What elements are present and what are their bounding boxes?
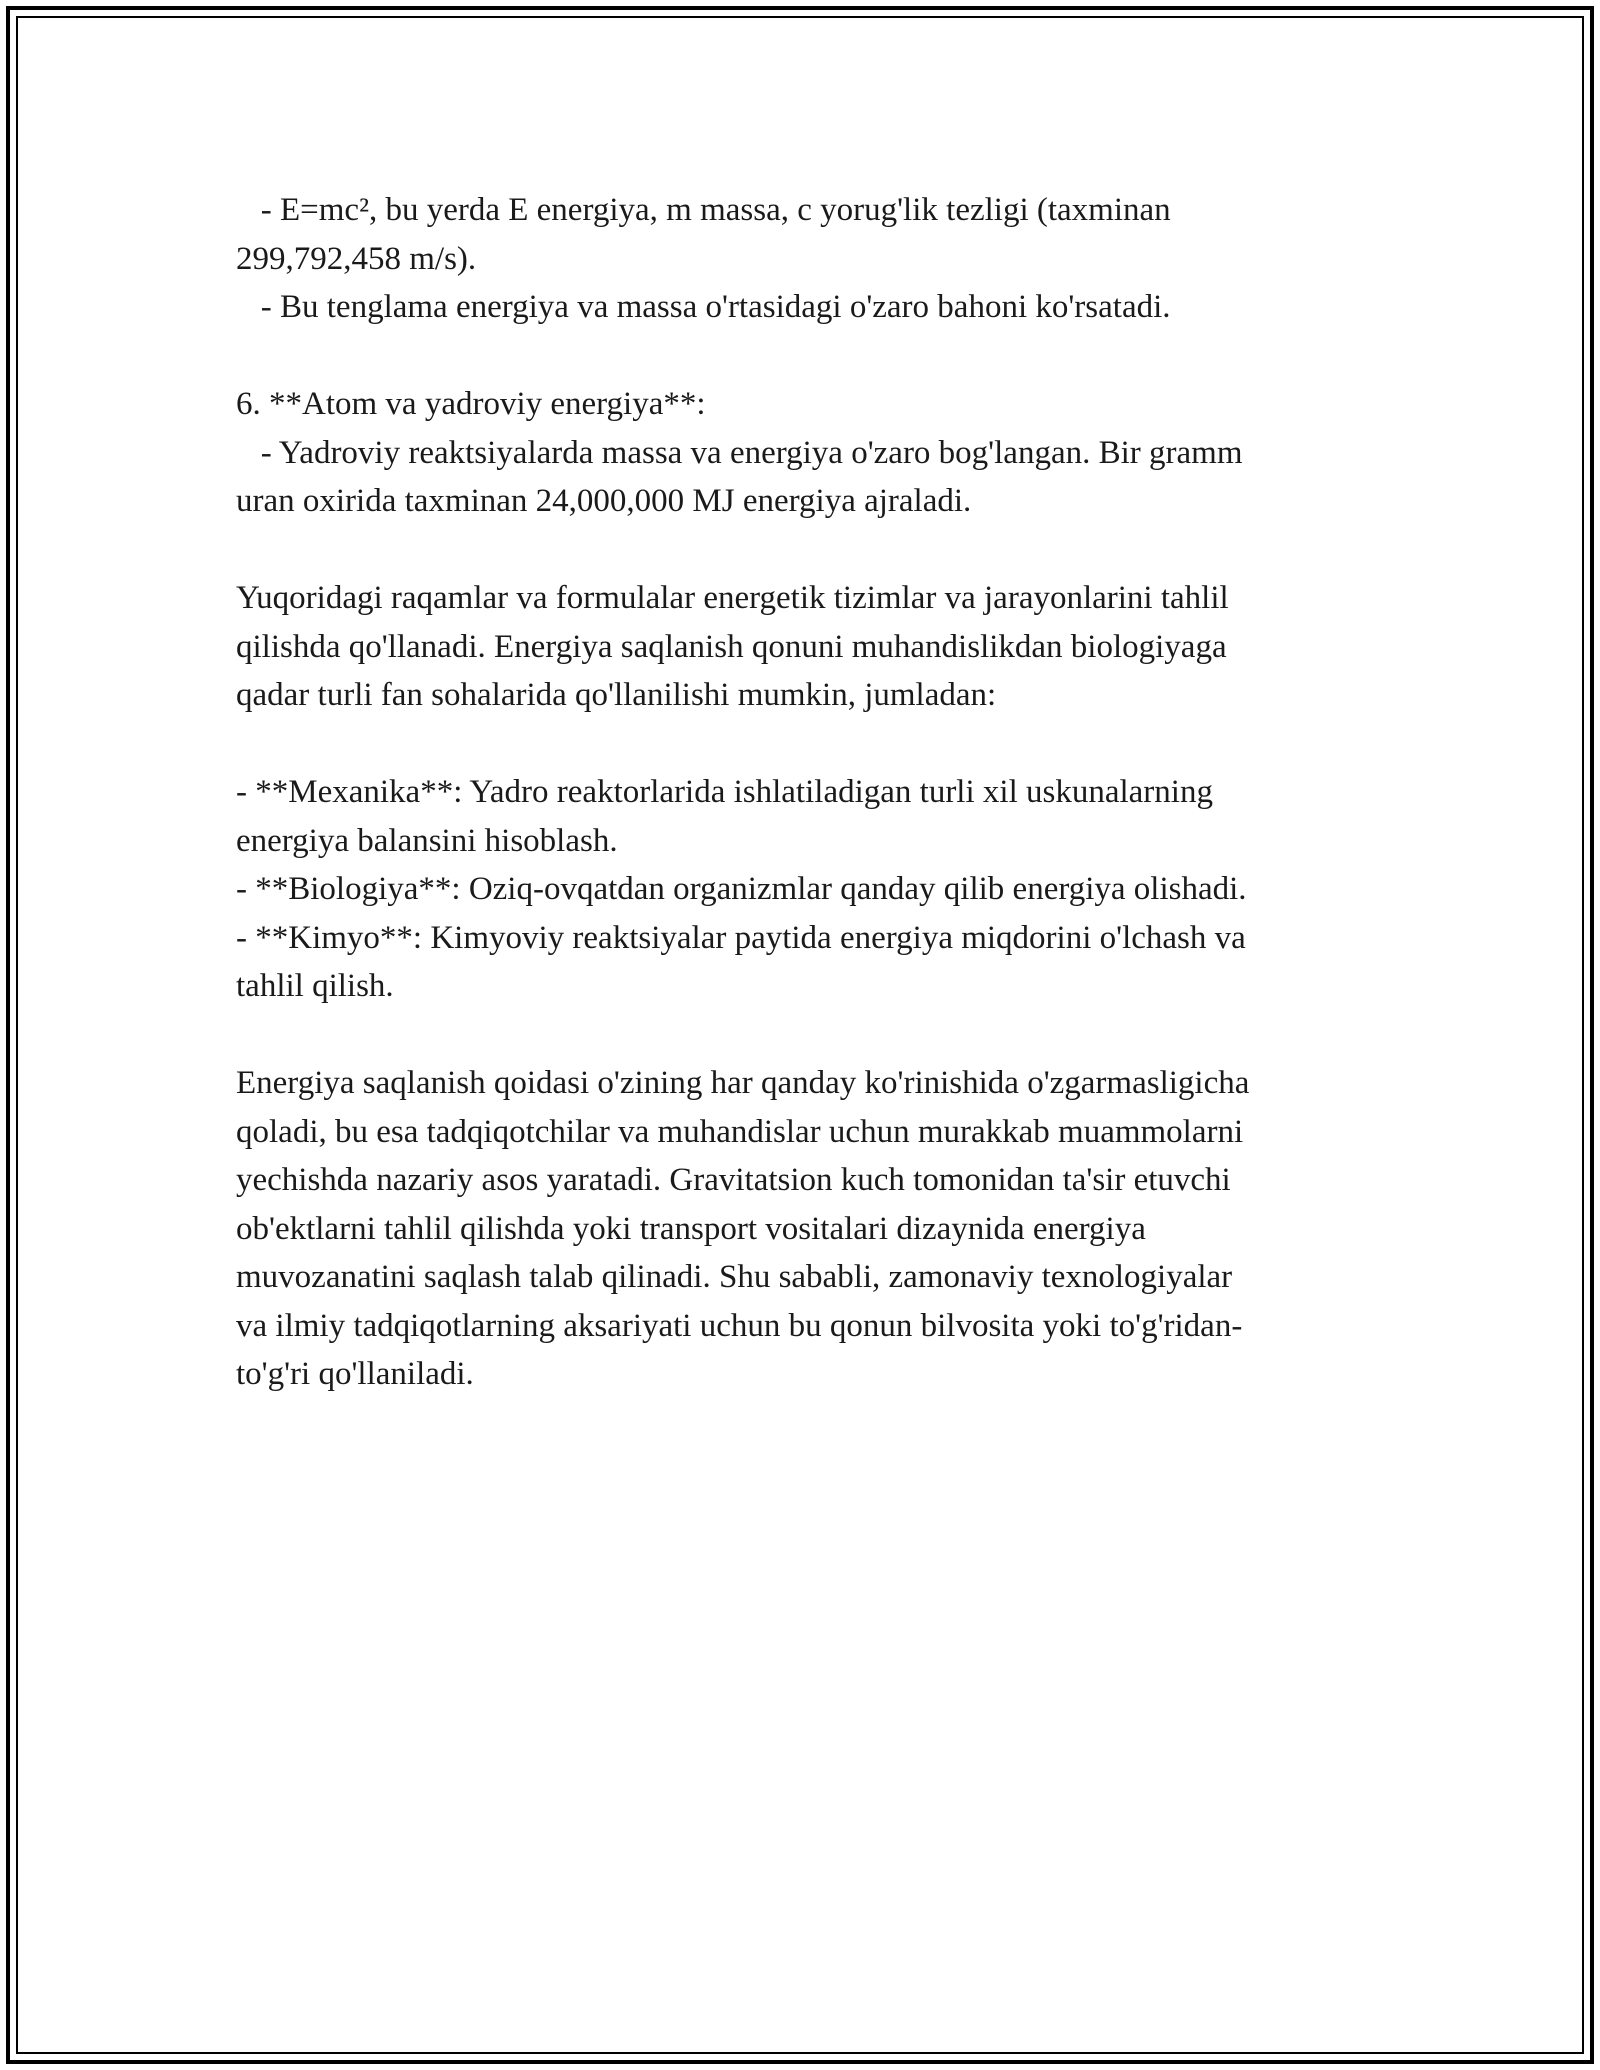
paragraph-line: qoladi, bu esa tadqiqotchilar va muhandislar uchun murakkab muammolarni xyxy=(236,1113,1244,1150)
text-line: uran oxirida taxminan 24,000,000 MJ energiya ajraladi. xyxy=(236,483,972,519)
paragraph-line: va ilmiy tadqiqotlarning aksariyati uchun bu qonun bilvosita yoki to'g'ridan- xyxy=(236,1307,1243,1344)
list-item: - **Kimyo**: Kimyoviy reaktsiyalar paytida energiya miqdorini o'lchash va xyxy=(236,919,1246,956)
blank-line xyxy=(236,1011,1376,1060)
list-item: - **Mexanika**: Yadro reaktorlarida ishlatiladigan turli xil uskunalarning xyxy=(236,774,1213,810)
list-item-continuation: energiya balansini hisoblash. xyxy=(236,822,618,859)
blank-line xyxy=(236,720,1376,769)
paragraph-line: to'g'ri qo'llaniladi. xyxy=(236,1356,474,1392)
paragraph-line: qadar turli fan sohalarida qo'llanilishi mumkin, jumladan: xyxy=(236,677,997,713)
list-item: - **Biologiya**: Oziq-ovqatdan organizmlar qanday qilib energiya olishadi. xyxy=(236,871,1247,907)
text-line: - E=mc², bu yerda E energiya, m massa, c yorug'lik tezligi (taxminan xyxy=(236,192,1171,228)
paragraph-line: Yuqoridagi raqamlar va formulalar energetik tizimlar va jarayonlarini tahlil xyxy=(236,580,1229,616)
list-item-continuation: tahlil qilish. xyxy=(236,968,394,1004)
text-line: - Bu tenglama energiya va massa o'rtasidagi o'zaro bahoni ko'rsatadi. xyxy=(236,289,1171,325)
document-body xyxy=(236,186,1376,1399)
paragraph-line: muvozanatini saqlash talab qilinadi. Shu sababli, zamonaviy texnologiyalar xyxy=(236,1259,1233,1295)
text-line: 299,792,458 m/s). xyxy=(236,240,477,277)
text-line: - Yadroviy reaktsiyalarda massa va energiya o'zaro bog'langan. Bir gramm xyxy=(236,434,1243,471)
blank-line xyxy=(236,332,1376,381)
section-heading: 6. **Atom va yadroviy energiya**: xyxy=(236,386,706,422)
paragraph-line: qilishda qo'llanadi. Energiya saqlanish qonuni muhandislikdan biologiyaga xyxy=(236,628,1227,665)
paragraph-line: Energiya saqlanish qoidasi o'zining har qanday ko'rinishida o'zgarmasligicha xyxy=(236,1065,1250,1101)
blank-line xyxy=(236,526,1376,575)
paragraph-line: yechishda nazariy asos yaratadi. Gravitatsion kuch tomonidan ta'sir etuvchi xyxy=(236,1162,1231,1198)
paragraph-line: ob'ektlarni tahlil qilishda yoki transport vositalari dizaynida energiya xyxy=(236,1210,1146,1247)
